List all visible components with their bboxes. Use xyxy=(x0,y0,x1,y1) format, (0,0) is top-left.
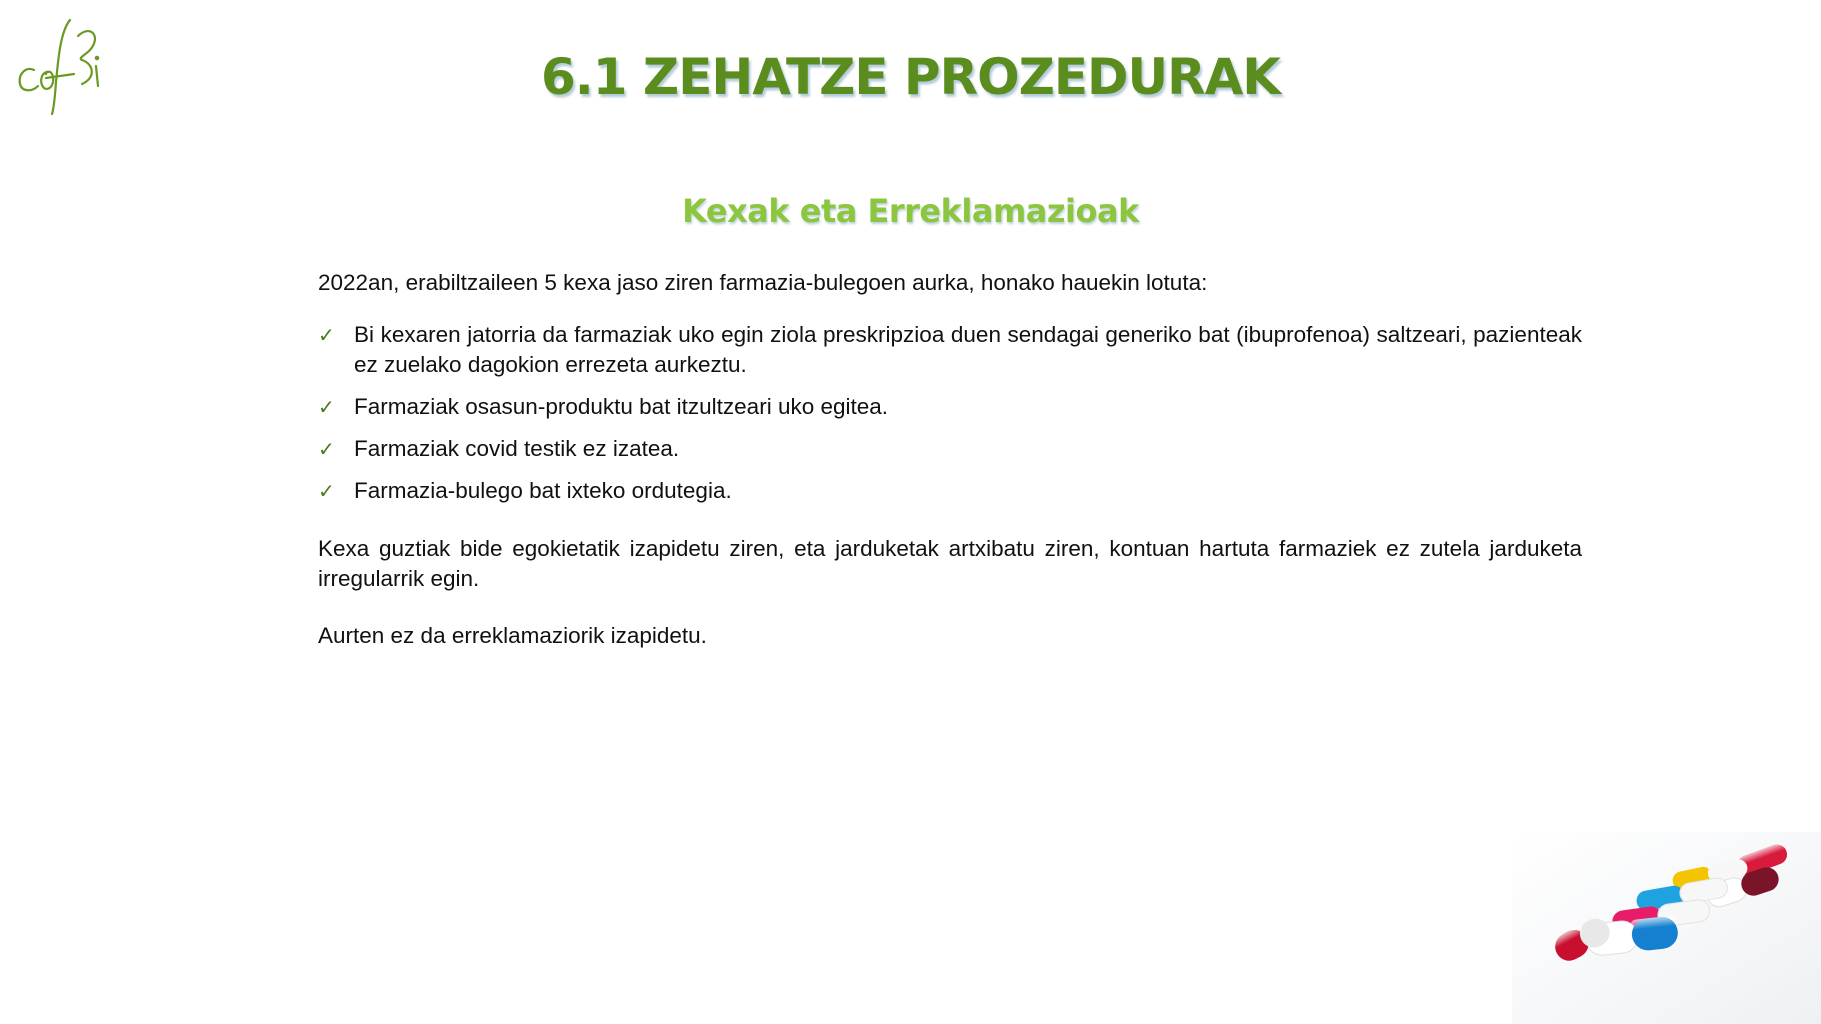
list-item xyxy=(318,320,1582,380)
list-item-text: Farmaziak covid testik ez izatea. xyxy=(354,436,680,461)
complaints-list xyxy=(318,320,1582,506)
list-item-text: Farmaziak osasun-produktu bat itzultzeari uko egitea. xyxy=(354,394,889,419)
list-item-text: Farmazia-bulego bat ixteko ordutegia. xyxy=(354,478,732,503)
content-body xyxy=(318,268,1582,678)
closing-paragraph: Kexa guztiak bide egokietatik izapidetu ziren, eta jarduketak artxibatu ziren, kontuan hartuta farmaziek ez zutela jarduketa irregularrik egin. xyxy=(318,536,1582,591)
pills-photo xyxy=(1512,832,1821,1024)
list-item xyxy=(318,434,1582,464)
checkmark-icon: ✓ xyxy=(318,479,335,503)
final-paragraph: Aurten ez da erreklamaziorik izapidetu. xyxy=(318,623,707,648)
intro-paragraph: 2022an, erabiltzaileen 5 kexa jaso ziren farmazia-bulegoen aurka, honako hauekin lotuta: xyxy=(318,270,1208,295)
checkmark-icon: ✓ xyxy=(318,323,335,347)
page-title: 6.1 ZEHATZE PROZEDURAK xyxy=(540,48,1281,106)
checkmark-icon: ✓ xyxy=(318,395,335,419)
list-item xyxy=(318,392,1582,422)
list-item xyxy=(318,476,1582,506)
section-subtitle: Kexak eta Erreklamazioak xyxy=(682,192,1139,230)
checkmark-icon: ✓ xyxy=(318,437,335,461)
list-item-text: Bi kexaren jatorria da farmaziak uko egin ziola preskripzioa duen sendagai generiko bat (ibuprofenoa) saltzeari, pazienteak ez zuelako dagokion errezeta aurkeztu. xyxy=(354,322,1582,377)
